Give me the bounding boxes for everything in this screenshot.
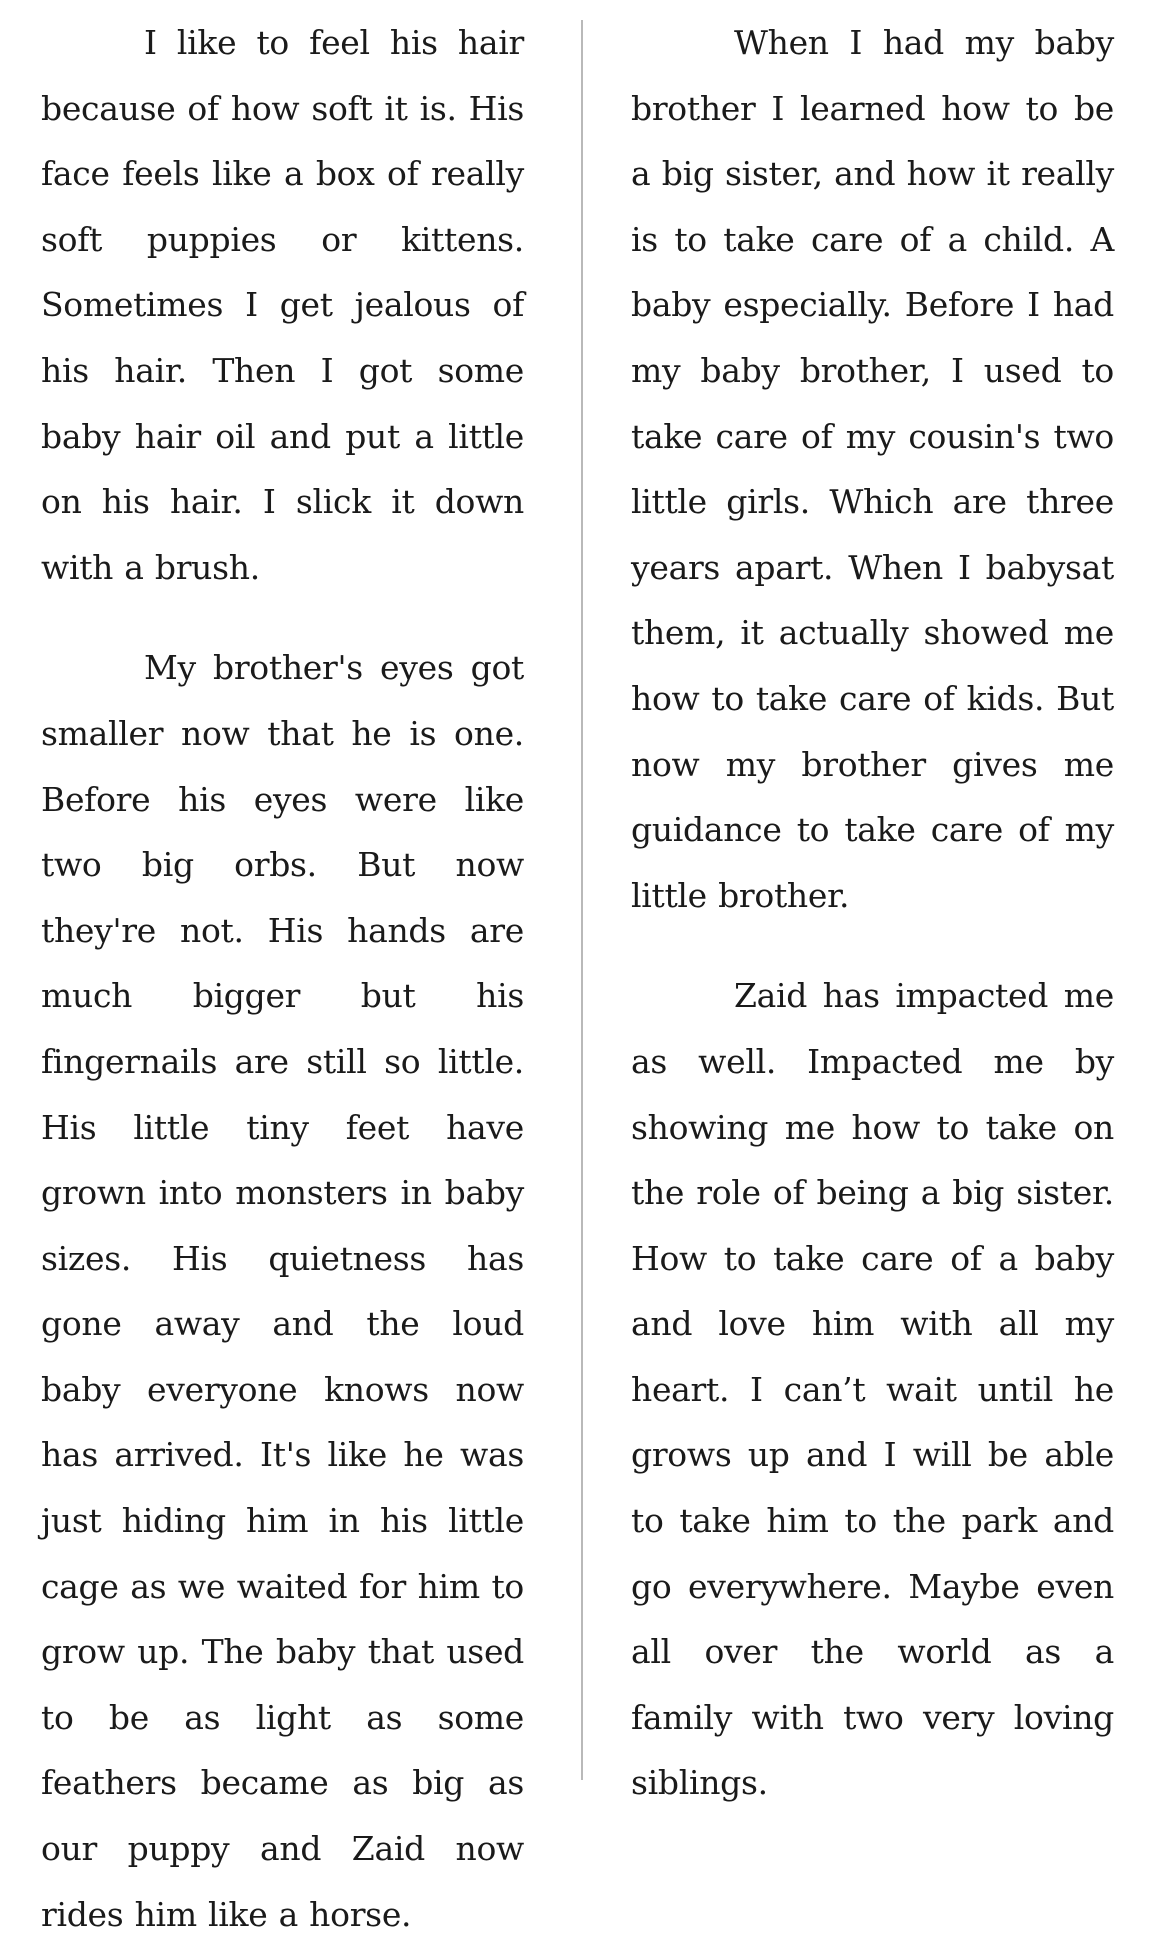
left-paragraph-2: My brother's eyes got smaller now that he is one. Before his eyes were like two big orbs. But now they're not. His hands are much bigger but his fingernails are still so little. His little tiny feet have grown into monsters in baby sizes. His quietness has gone away and the loud baby everyone knows now has arrived. It's like he was just hiding him in his little cage as we waited for him to grow up. The baby that used to be as light as some feathers became as big as our puppy and Zaid now rides him like a horse.	[41, 648, 524, 1934]
right-paragraph-1: When I had my baby brother I learned how to be a big sister, and how it really is to take care of a child. A baby especially. Before I had my baby brother, I used to take care of my cousin's two little girls. Which are three years apart. When I babysat them, it actually showed me how to take care of kids. But now my brother gives me guidance to take care of my little brother.	[631, 23, 1114, 915]
left-paragraph-1: I like to feel his hair because of how soft it is. His face feels like a box of really soft puppies or kittens. Sometimes I get jealous of his hair. Then I got some baby hair oil and put a little on his hair. I slick it down with a brush.	[41, 23, 524, 587]
column-divider	[581, 20, 583, 1780]
left-column	[41, 10, 524, 1947]
right-paragraph-2: Zaid has impacted me as well. Impacted me by showing me how to take on the role of being a big sister. How to take care of a baby and love him with all my heart. I can’t wait until he grows up and I will be able to take him to the park and go everywhere. Maybe even all over the world as a family with two very loving siblings.	[631, 976, 1114, 1803]
right-column	[631, 10, 1114, 1816]
